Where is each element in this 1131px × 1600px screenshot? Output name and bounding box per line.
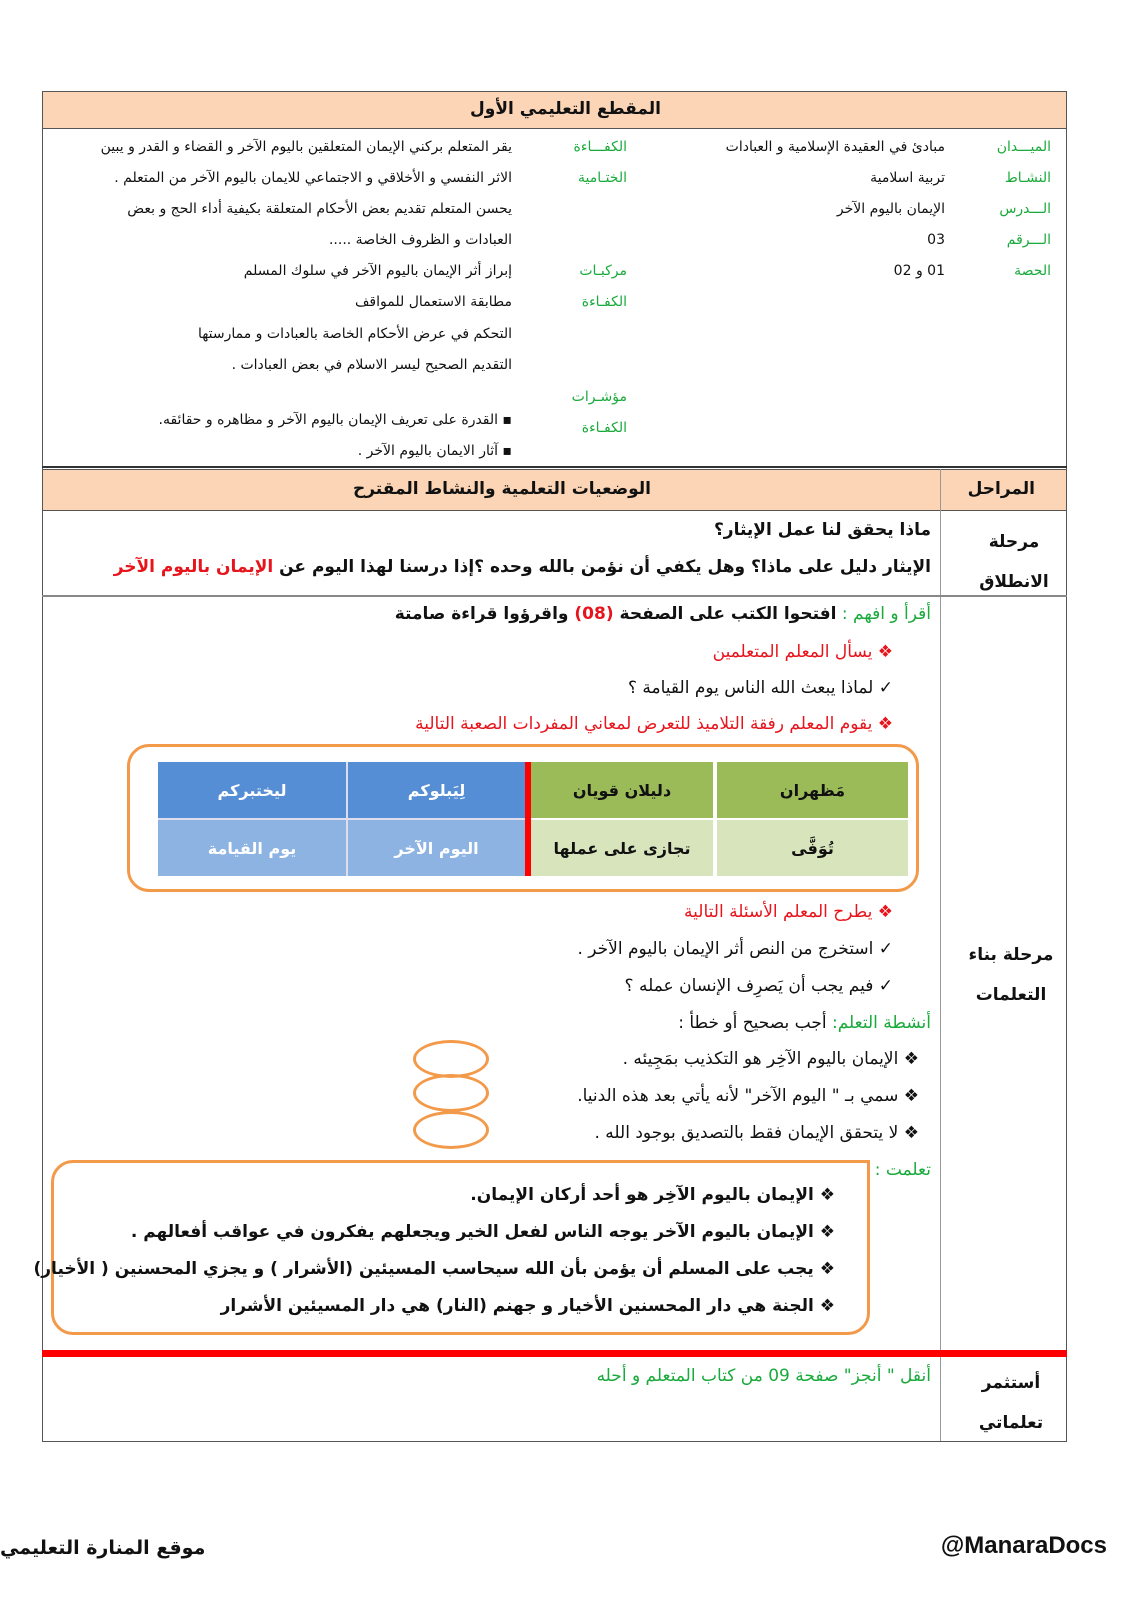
component-line: التحكم في عرض الأحكام الخاصة بالعبادات و ممارستها xyxy=(197,326,512,342)
vocab-meaning: تُوَفَّى xyxy=(713,818,908,876)
activities-instruction xyxy=(678,1011,931,1035)
stage-invest xyxy=(961,1363,1061,1443)
learned-text: يجب على المسلم أن يؤمن بأن الله سيحاسب المسيئين (الأشرار ) و يجزي المحسنين ( الأخيار) xyxy=(33,1259,814,1279)
stage-label: التعلمات xyxy=(975,985,1047,1005)
vocab-word: دليلان قويان xyxy=(531,762,713,818)
footer-site-name: موقع المنارة التعليمي xyxy=(0,1537,206,1559)
components-label: مركبـات xyxy=(579,263,627,279)
diamond-bullet-icon: ❖ xyxy=(813,1259,835,1279)
launch-highlight: الإيمان باليوم الآخر xyxy=(113,557,274,577)
launch-question-1: ماذا يحقق لنا عمل الإيثار؟ xyxy=(713,520,931,540)
learned-item xyxy=(34,1257,836,1281)
lesson-label: الـــدرس xyxy=(999,201,1051,217)
tf-text: لا يتحقق الإيمان فقط بالتصديق بوجود الله . xyxy=(594,1123,899,1143)
stage-column-divider xyxy=(940,469,941,1441)
activity-label: النشـاط xyxy=(1004,170,1051,186)
question-text: استخرج من النص أثر الإيمان باليوم الآخر . xyxy=(577,939,874,959)
diamond-bullet-icon: ❖ xyxy=(813,1185,835,1205)
indicator-line: ▪ آثار الايمان باليوم الآخر . xyxy=(357,443,512,459)
diamond-bullet-icon: ❖ xyxy=(898,1049,919,1069)
diamond-bullet-icon: ❖ xyxy=(872,714,893,734)
true-false-item xyxy=(577,1084,919,1108)
field-value: مبادئ في العقيدة الإسلامية و العبادات xyxy=(725,139,945,155)
number-value: 03 xyxy=(927,232,945,248)
divider xyxy=(42,466,1067,468)
field-label: الميـــدان xyxy=(996,139,1051,155)
diamond-bullet-icon: ❖ xyxy=(898,1123,919,1143)
learned-text: الإيمان باليوم الآخر يوجه الناس لفعل الخير ويجعلهم يفكرون في عواقب أفعالهم . xyxy=(130,1222,814,1242)
true-false-item xyxy=(594,1121,919,1145)
stages-title: المراحل xyxy=(967,479,1035,499)
vocab-word: مَظهران xyxy=(713,762,908,818)
learned-item xyxy=(131,1220,835,1244)
check-icon: ✓ xyxy=(873,678,893,698)
activity-value: تربية اسلامية xyxy=(870,170,945,186)
vocab-word: ليختبركم xyxy=(158,762,346,818)
answer-oval[interactable] xyxy=(413,1074,489,1112)
question-text: فيم يجب أن يَصرِف الإنسان عمله ؟ xyxy=(624,976,874,996)
read-instruction xyxy=(395,602,931,626)
stage-label: الانطلاق xyxy=(979,572,1049,592)
indicator-text: القدرة على تعريف الإيمان باليوم الآخر و مظاهره و حقائقه. xyxy=(158,412,499,428)
stage-launch xyxy=(969,522,1059,602)
competence-line: الاثر النفسي و الأخلاقي و الاجتماعي للايمان باليوم الآخر من المتعلم . xyxy=(114,170,512,186)
indicator-line: ▪ القدرة على تعريف الإيمان باليوم الآخر و مظاهره و حقائقه. xyxy=(158,412,512,428)
component-line: إبراز أثر الإيمان باليوم الآخر في سلوك المسلم xyxy=(243,263,512,279)
stage-label: مرحلة بناء xyxy=(968,945,1054,965)
question-2 xyxy=(577,937,893,961)
vocab-meaning: يوم القيامة xyxy=(158,818,346,876)
diamond-bullet-icon: ❖ xyxy=(872,902,893,922)
learned-text: الجنة هي دار المحسنين الأخيار و جهنم (النار) هي دار المسيئين الأشرار xyxy=(220,1296,814,1316)
launch-question-2 xyxy=(114,555,931,579)
stage-build xyxy=(961,935,1061,1015)
learned-item xyxy=(470,1183,835,1207)
stage-label: أستثمر xyxy=(981,1373,1041,1393)
vocab-word: لِيَبلوكم xyxy=(346,762,525,818)
components-label-2: الكفـاءة xyxy=(581,294,627,310)
activities-label: أنشطة التعلم: xyxy=(832,1013,931,1033)
footer-handle[interactable]: @ManaraDocs xyxy=(940,1532,1107,1559)
lesson-value: الإيمان باليوم الآخر xyxy=(836,201,945,217)
stage-label: تعلماتي xyxy=(978,1413,1044,1433)
teacher-poses-text: يطرح المعلم الأسئلة التالية xyxy=(684,902,873,922)
diamond-bullet-icon: ❖ xyxy=(813,1296,835,1316)
session-label: الحصة xyxy=(1014,263,1051,279)
read-label: أقرأ و افهم : xyxy=(836,604,931,624)
activities-title: الوضعيات التعلمية والنشاط المقترح xyxy=(352,479,651,499)
competence-line: يقر المتعلم بركني الإيمان المتعلقين باليوم الآخر و القضاء و القدر و يبين xyxy=(100,139,512,155)
sequence-title: المقطع التعليمي الأول xyxy=(470,99,661,119)
teacher-asks xyxy=(713,640,893,664)
read-text: واقرؤوا قراءة صامتة xyxy=(394,604,575,624)
session-value: 01 و 02 xyxy=(893,263,945,279)
read-text: افتحوا الكتب على الصفحة xyxy=(613,604,837,624)
tf-text: الإيمان باليوم الآخِر هو التكذيب بمَجِيئه . xyxy=(622,1049,899,1069)
indicator-text: آثار الايمان باليوم الآخر . xyxy=(357,443,499,459)
vocab-intro-text: يقوم المعلم رفقة التلاميذ للتعرض لمعاني المفردات الصعبة التالية xyxy=(415,714,873,734)
teacher-asks-text: يسأل المعلم المتعلمين xyxy=(712,642,873,662)
question-text: لماذا يبعث الله الناس يوم القيامة ؟ xyxy=(627,678,874,698)
vocab-meaning: تجازى على عملها xyxy=(531,818,713,876)
diamond-bullet-icon: ❖ xyxy=(872,642,893,662)
diamond-bullet-icon: ❖ xyxy=(898,1086,919,1106)
activities-text: أجب بصحيح أو خطأ : xyxy=(678,1013,832,1033)
learned-text: الإيمان باليوم الآخِر هو أحد أركان الإيمان. xyxy=(470,1185,814,1205)
indicators-label: مؤشـرات xyxy=(571,389,627,405)
invest-text: أنقل " أنجز" صفحة 09 من كتاب المتعلم و أحله xyxy=(596,1366,931,1386)
learned-item xyxy=(221,1294,835,1318)
true-false-item xyxy=(623,1047,919,1071)
competence-label-2: الختـامية xyxy=(577,170,627,186)
diamond-bullet-icon: ❖ xyxy=(813,1222,835,1242)
stage-label: مرحلة xyxy=(988,532,1040,552)
vocab-intro xyxy=(415,712,893,736)
question-3 xyxy=(625,974,893,998)
check-icon: ✓ xyxy=(873,976,893,996)
question-1 xyxy=(628,676,893,700)
answer-oval[interactable] xyxy=(413,1040,489,1078)
check-icon: ✓ xyxy=(873,939,893,959)
read-page: (08) xyxy=(574,604,614,624)
tf-text: سمي بـ " اليوم الآخر" لأنه يأتي بعد هذه الدنيا. xyxy=(577,1086,899,1106)
component-line: التقديم الصحيح ليسر الاسلام في بعض العبادات . xyxy=(231,357,512,373)
competence-line: يحسن المتعلم تقديم بعض الأحكام المتعلقة بكيفية أداء الحج و بعض xyxy=(127,201,512,217)
teacher-poses xyxy=(684,900,893,924)
competence-line: العبادات و الظروف الخاصة ..... xyxy=(328,232,512,248)
answer-oval[interactable] xyxy=(413,1111,489,1149)
divider xyxy=(42,595,1067,597)
red-divider xyxy=(42,1350,1067,1357)
vocab-meaning: اليوم الآخر xyxy=(346,818,525,876)
vocab-separator xyxy=(525,762,531,876)
learned-label: تعلمت : xyxy=(874,1160,931,1180)
indicators-label-2: الكفـاءة xyxy=(581,420,627,436)
component-line: مطابقة الاستعمال للمواقف xyxy=(354,294,512,310)
competence-label: الكفـــاءة xyxy=(573,139,627,155)
number-label: الـــرقم xyxy=(1006,232,1051,248)
launch-text: الإيثار دليل على ماذا؟ وهل يكفي أن نؤمن بالله وحده ؟إذا درسنا لهذا اليوم عن xyxy=(273,557,931,577)
